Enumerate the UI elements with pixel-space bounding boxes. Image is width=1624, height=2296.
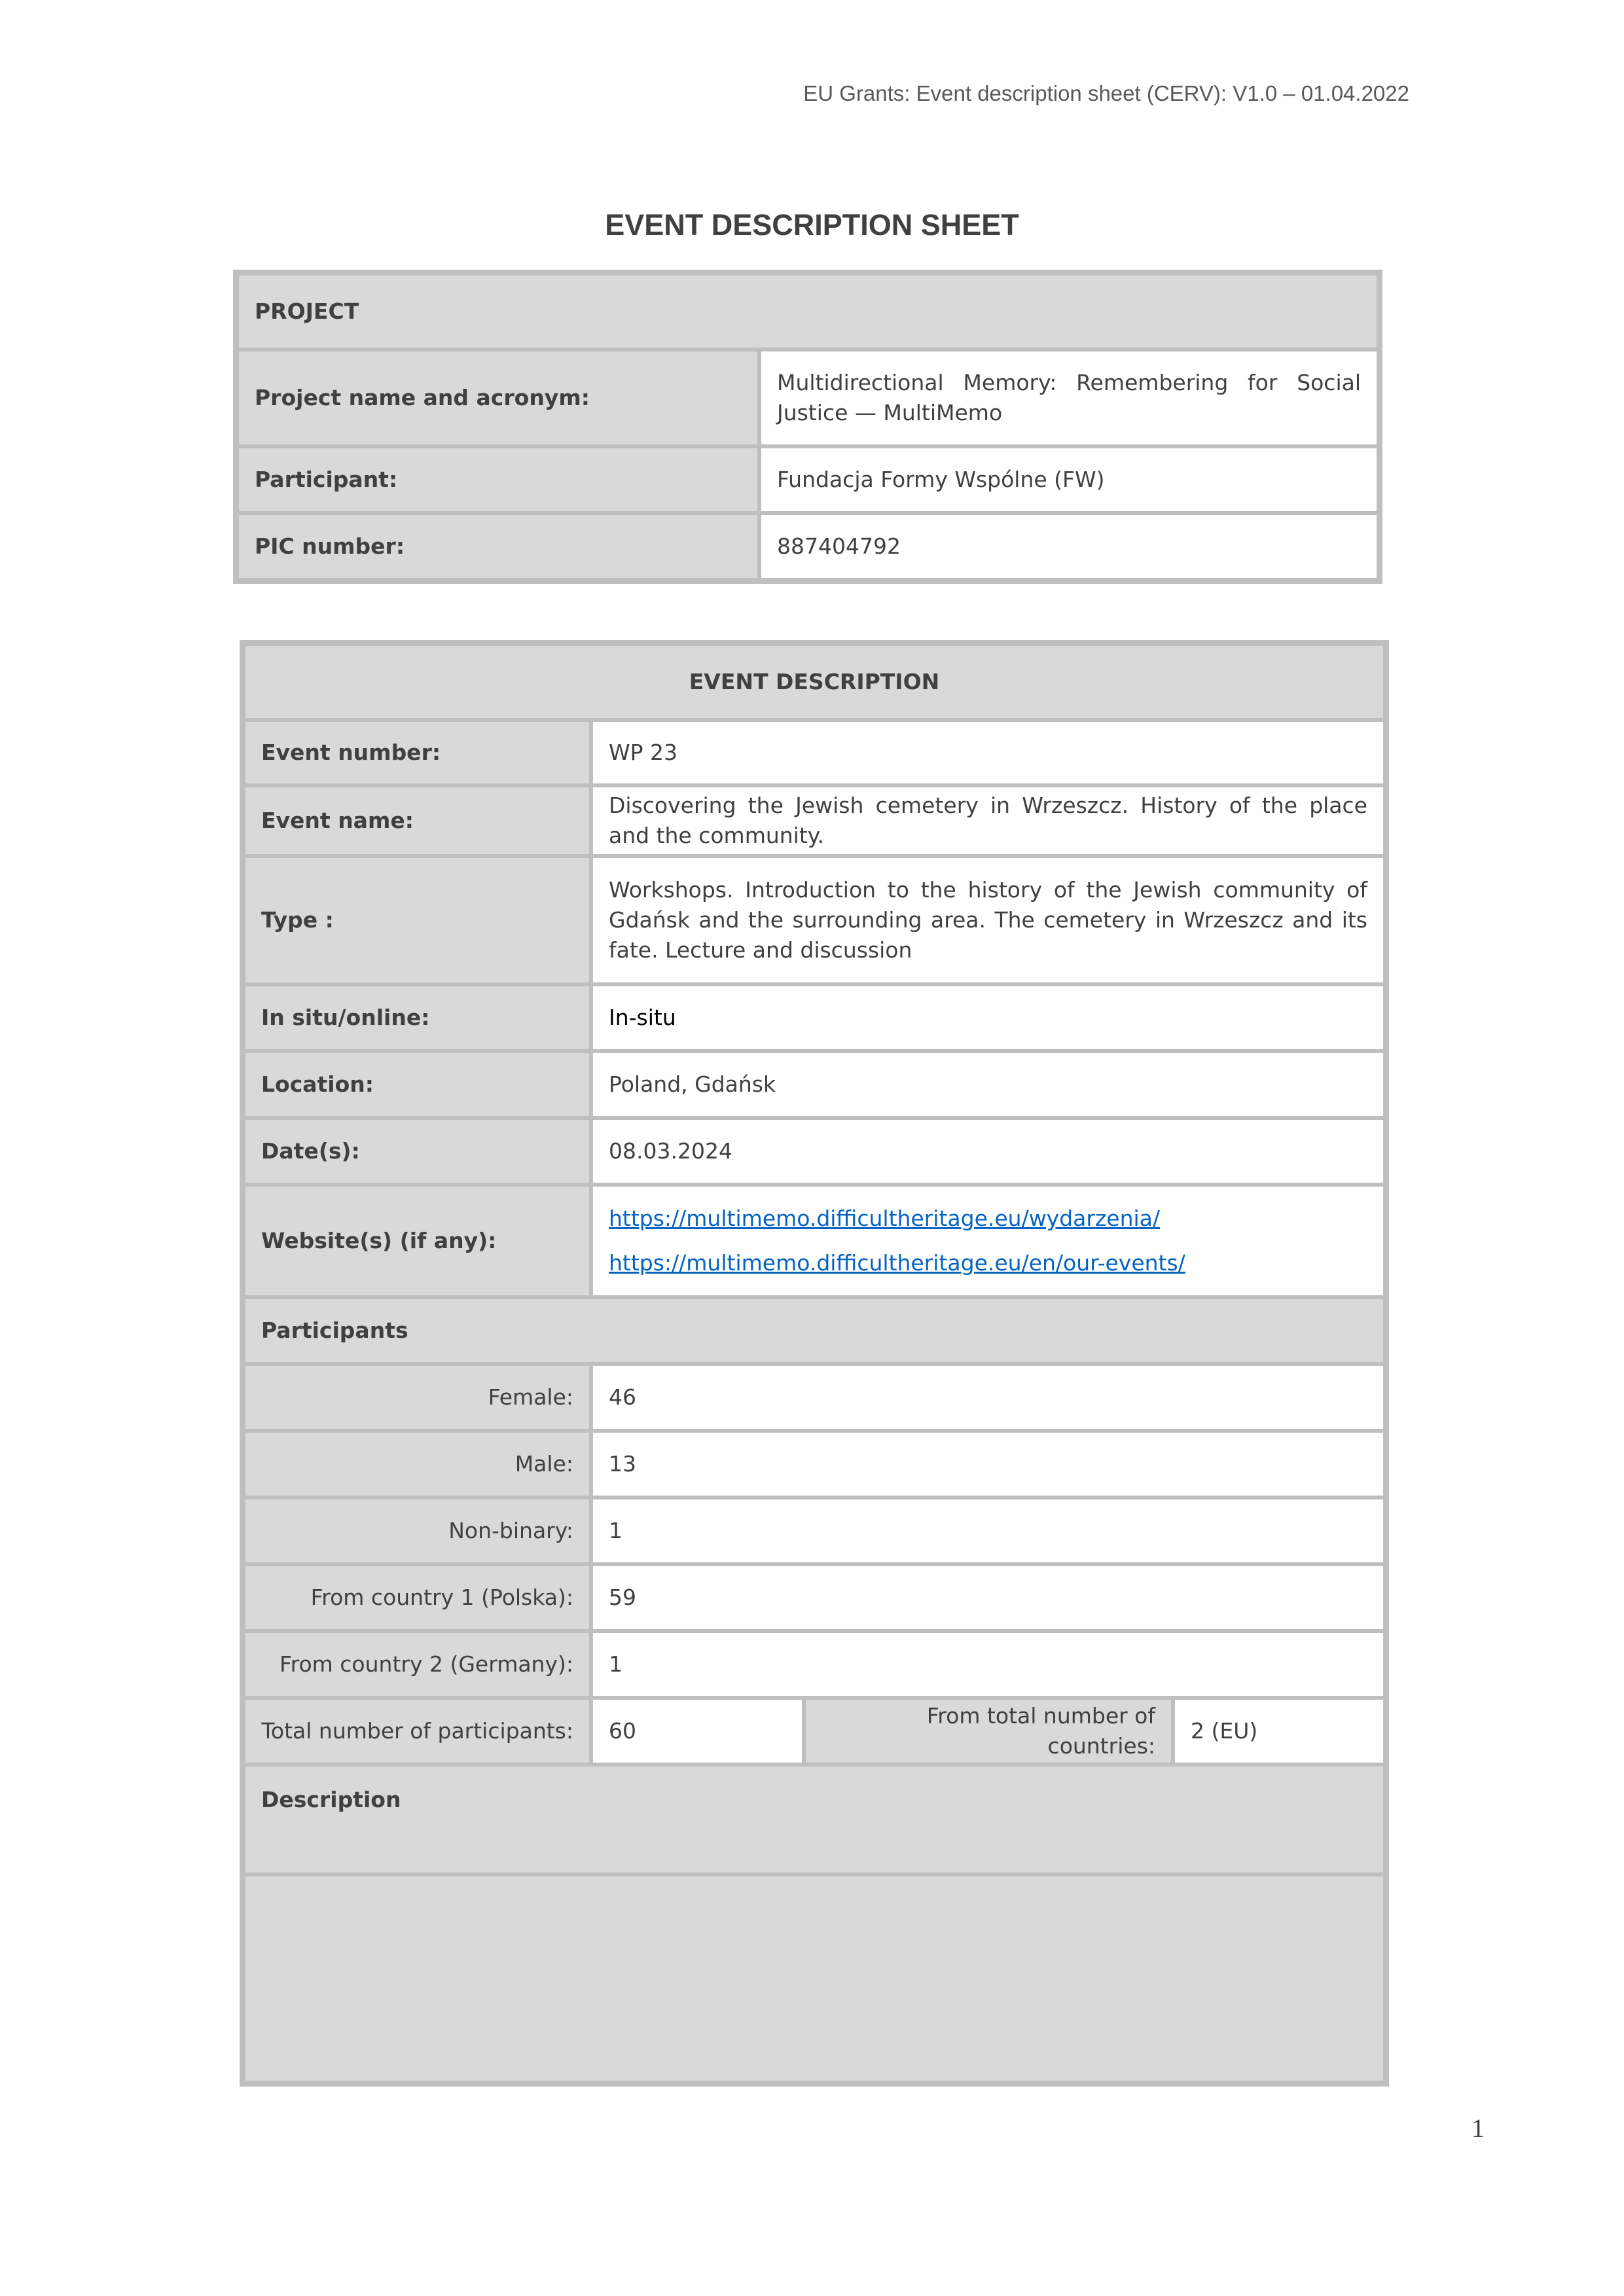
project-name-label: Project name and acronym: — [237, 350, 759, 446]
female-value: 46 — [591, 1364, 1385, 1431]
dates-label: Date(s): — [244, 1118, 591, 1185]
event-type-label: Type : — [244, 856, 591, 984]
document-reference-header: EU Grants: Event description sheet (CERV): V1.0 – 01.04.2022 — [803, 81, 1409, 105]
in-situ-online-label: In situ/online: — [244, 984, 591, 1051]
total-participants-value: 60 — [591, 1698, 804, 1765]
country-2-label: From country 2 (Germany): — [244, 1631, 591, 1698]
male-value: 13 — [591, 1431, 1385, 1498]
country-2-value: 1 — [591, 1631, 1385, 1698]
description-section-title: Description — [244, 1765, 1385, 1874]
participant-label: Participant: — [237, 446, 759, 513]
total-countries-value: 2 (EU) — [1173, 1698, 1385, 1765]
page-number: 1 — [1471, 2113, 1485, 2143]
total-countries-label: From total number of countries: — [804, 1698, 1173, 1765]
event-description-table — [240, 640, 1389, 2087]
page-title: EVENT DESCRIPTION SHEET — [605, 208, 1019, 242]
project-name-value: Multidirectional Memory: Remembering for Social Justice — MultiMemo — [759, 350, 1379, 446]
location-label: Location: — [244, 1051, 591, 1118]
in-situ-online-value: In-situ — [591, 984, 1385, 1051]
event-name-value: Discovering the Jewish cemetery in Wrzeszcz. History of the place and the community. — [591, 785, 1385, 856]
country-1-label: From country 1 (Polska): — [244, 1564, 591, 1631]
event-number-value: WP 23 — [591, 720, 1385, 785]
event-type-value: Workshops. Introduction to the history of the Jewish community of Gdańsk and the surrounding area. The cemetery in Wrzeszcz and its fate. Lecture and discussion — [591, 856, 1385, 984]
website-link-english[interactable]: https://multimemo.difficultheritage.eu/en/our-events/ — [609, 1250, 1185, 1276]
male-label: Male: — [244, 1431, 591, 1498]
websites-label: Website(s) (if any): — [244, 1185, 591, 1297]
country-1-value: 59 — [591, 1564, 1385, 1631]
project-table — [233, 270, 1382, 584]
total-participants-label: Total number of participants: — [244, 1698, 591, 1765]
event-section-title: EVENT DESCRIPTION — [244, 644, 1385, 720]
pic-number-value: 887404792 — [759, 513, 1379, 580]
event-name-label: Event name: — [244, 785, 591, 856]
project-section-title: PROJECT — [237, 274, 1379, 350]
event-number-label: Event number: — [244, 720, 591, 785]
description-body — [244, 1874, 1385, 2083]
pic-number-label: PIC number: — [237, 513, 759, 580]
female-label: Female: — [244, 1364, 591, 1431]
website-link-polish[interactable]: https://multimemo.difficultheritage.eu/wydarzenia/ — [609, 1206, 1160, 1231]
non-binary-value: 1 — [591, 1498, 1385, 1564]
location-value: Poland, Gdańsk — [591, 1051, 1385, 1118]
participant-value: Fundacja Formy Wspólne (FW) — [759, 446, 1379, 513]
dates-value: 08.03.2024 — [591, 1118, 1385, 1185]
participants-section-title: Participants — [244, 1297, 1385, 1364]
non-binary-label: Non-binary: — [244, 1498, 591, 1564]
websites-value — [591, 1185, 1385, 1297]
